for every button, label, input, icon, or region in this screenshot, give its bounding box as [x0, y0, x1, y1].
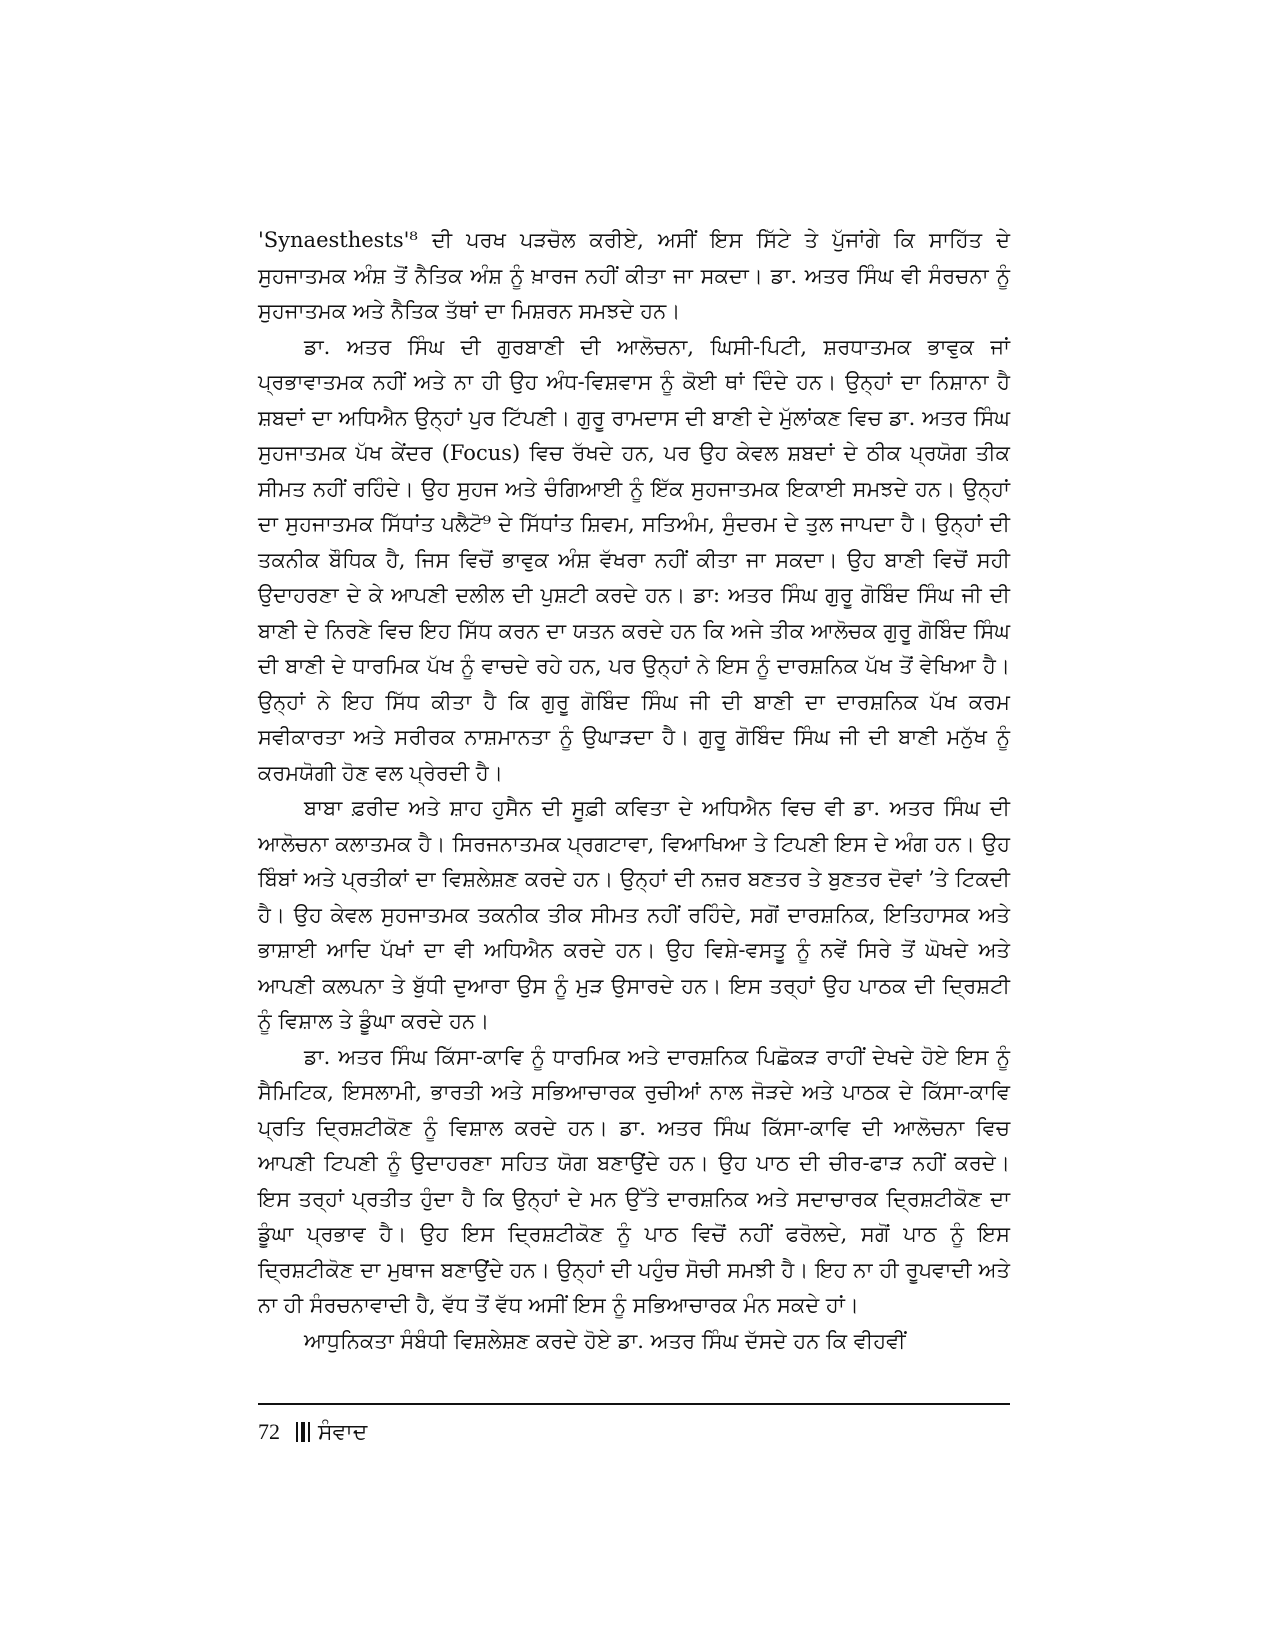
paragraph-1: 'Synaesthests'⁸ ਦੀ ਪਰਖ ਪੜਚੋਲ ਕਰੀਏ, ਅਸੀਂ ਇਸ ਸਿੱਟੇ ਤੇ ਪੁੱਜਾਂਗੇ ਕਿ ਸਾਹਿੱਤ ਦੇ ਸੁਹਜਾਤਮਕ ਅੰਸ਼ ਤੋਂ ਨੈਤਿਕ ਅੰਸ਼ ਨੂੰ ਖ਼ਾਰਜ ਨਹੀਂ ਕੀਤਾ ਜਾ ਸਕਦਾ। ਡਾ. ਅਤਰ ਸਿੰਘ ਵੀ ਸੰਰਚਨਾ ਨੂੰ ਸੁਹਜਾਤਮਕ ਅਤੇ ਨੈਤਿਕ ਤੱਥਾਂ ਦਾ ਮਿਸ਼ਰਨ ਸਮਝਦੇ ਹਨ।	[258, 228, 1010, 323]
paragraph-5: ਆਧੁਨਿਕਤਾ ਸੰਬੰਧੀ ਵਿਸ਼ਲੇਸ਼ਣ ਕਰਦੇ ਹੋਏ ਡਾ. ਅਤਰ ਸਿੰਘ ਦੱਸਦੇ ਹਨ ਕਿ ਵੀਹਵੀਂ	[304, 1328, 906, 1353]
paragraph-2: ਡਾ. ਅਤਰ ਸਿੰਘ ਦੀ ਗੁਰਬਾਣੀ ਦੀ ਆਲੋਚਨਾ, ਘਿਸੀ-ਪਿਟੀ, ਸ਼ਰਧਾਤਮਕ ਭਾਵੁਕ ਜਾਂ ਪ੍ਰਭਾਵਾਤਮਕ ਨਹੀਂ ਅਤੇ ਨਾ ਹੀ ਉਹ ਅੰਧ-ਵਿਸ਼ਵਾਸ ਨੂੰ ਕੋਈ ਥਾਂ ਦਿੰਦੇ ਹਨ। ਉਨ੍ਹਾਂ ਦਾ ਨਿਸ਼ਾਨਾ ਹੈ ਸ਼ਬਦਾਂ ਦਾ ਅਧਿਐਨ ਉਨ੍ਹਾਂ ਪੁਰ ਟਿੱਪਣੀ। ਗੁਰੂ ਰਾਮਦਾਸ ਦੀ ਬਾਣੀ ਦੇ ਮੁੱਲਾਂਕਣ ਵਿਚ ਡਾ. ਅਤਰ ਸਿੰਘ ਸੁਹਜਾਤਮਕ ਪੱਖ ਕੇਂਦਰ (Focus) ਵਿਚ ਰੱਖਦੇ ਹਨ, ਪਰ ਉਹ ਕੇਵਲ ਸ਼ਬਦਾਂ ਦੇ ਠੀਕ ਪ੍ਰਯੋਗ ਤੀਕ ਸੀਮਤ ਨਹੀਂ ਰਹਿੰਦੇ। ਉਹ ਸੁਹਜ ਅਤੇ ਚੰਗਿਆਈ ਨੂੰ ਇੱਕ ਸੁਹਜਾਤਮਕ ਇਕਾਈ ਸਮਝਦੇ ਹਨ। ਉਨ੍ਹਾਂ ਦਾ ਸੁਹਜਾਤਮਕ ਸਿੱਧਾਂਤ ਪਲੈਟੋ⁹ ਦੇ ਸਿੱਧਾਂਤ ਸ਼ਿਵਮ, ਸਤਿਅੰਮ, ਸੁੰਦਰਮ ਦੇ ਤੁਲ ਜਾਪਦਾ ਹੈ। ਉਨ੍ਹਾਂ ਦੀ ਤਕਨੀਕ ਬੌਧਿਕ ਹੈ, ਜਿਸ ਵਿਚੋਂ ਭਾਵੁਕ ਅੰਸ਼ ਵੱਖਰਾ ਨਹੀਂ ਕੀਤਾ ਜਾ ਸਕਦਾ। ਉਹ ਬਾਣੀ ਵਿਚੋਂ ਸਹੀ ਉਦਾਹਰਣਾ ਦੇ ਕੇ ਆਪਣੀ ਦਲੀਲ ਦੀ ਪੁਸ਼ਟੀ ਕਰਦੇ ਹਨ। ਡਾ: ਅਤਰ ਸਿੰਘ ਗੁਰੂ ਗੋਬਿੰਦ ਸਿੰਘ ਜੀ ਦੀ ਬਾਣੀ ਦੇ ਨਿਰਣੇ ਵਿਚ ਇਹ ਸਿੱਧ ਕਰਨ ਦਾ ਯਤਨ ਕਰਦੇ ਹਨ ਕਿ ਅਜੇ ਤੀਕ ਆਲੋਚਕ ਗੁਰੂ ਗੋਬਿੰਦ ਸਿੰਘ ਦੀ ਬਾਣੀ ਦੇ ਧਾਰਮਿਕ ਪੱਖ ਨੂੰ ਵਾਚਦੇ ਰਹੇ ਹਨ, ਪਰ ਉਨ੍ਹਾਂ ਨੇ ਇਸ ਨੂੰ ਦਾਰਸ਼ਨਿਕ ਪੱਖ ਤੋਂ ਵੇਖਿਆ ਹੈ। ਉਨ੍ਹਾਂ ਨੇ ਇਹ ਸਿੱਧ ਕੀਤਾ ਹੈ ਕਿ ਗੁਰੂ ਗੋਬਿੰਦ ਸਿੰਘ ਜੀ ਦੀ ਬਾਣੀ ਦਾ ਦਾਰਸ਼ਨਿਕ ਪੱਖ ਕਰਮ ਸਵੀਕਾਰਤਾ ਅਤੇ ਸਰੀਰਕ ਨਾਸ਼ਮਾਨਤਾ ਨੂੰ ਉਘਾੜਦਾ ਹੈ। ਗੁਰੂ ਗੋਬਿੰਦ ਸਿੰਘ ਜੀ ਦੀ ਬਾਣੀ ਮਨੁੱਖ ਨੂੰ ਕਰਮਯੋਗੀ ਹੋਣ ਵਲ ਪ੍ਰੇਰਦੀ ਹੈ।	[258, 334, 1010, 785]
page-number: 72	[258, 1419, 280, 1444]
triple-bar-icon	[296, 1421, 310, 1443]
paragraph-3: ਬਾਬਾ ਫ਼ਰੀਦ ਅਤੇ ਸ਼ਾਹ ਹੁਸੈਨ ਦੀ ਸੂਫ਼ੀ ਕਵਿਤਾ ਦੇ ਅਧਿਐਨ ਵਿਚ ਵੀ ਡਾ. ਅਤਰ ਸਿੰਘ ਦੀ ਆਲੋਚਨਾ ਕਲਾਤਮਕ ਹੈ। ਸਿਰਜਨਾਤਮਕ ਪ੍ਰਗਟਾਵਾ, ਵਿਆਖਿਆ ਤੇ ਟਿਪਣੀ ਇਸ ਦੇ ਅੰਗ ਹਨ। ਉਹ ਬਿੰਬਾਂ ਅਤੇ ਪ੍ਰਤੀਕਾਂ ਦਾ ਵਿਸ਼ਲੇਸ਼ਣ ਕਰਦੇ ਹਨ। ਉਨ੍ਹਾਂ ਦੀ ਨਜ਼ਰ ਬਣਤਰ ਤੇ ਬੁਣਤਰ ਦੋਵਾਂ ’ਤੇ ਟਿਕਦੀ ਹੈ। ਉਹ ਕੇਵਲ ਸੁਹਜਾਤਮਕ ਤਕਨੀਕ ਤੀਕ ਸੀਮਤ ਨਹੀਂ ਰਹਿੰਦੇ, ਸਗੋਂ ਦਾਰਸ਼ਨਿਕ, ਇਤਿਹਾਸਕ ਅਤੇ ਭਾਸ਼ਾਈ ਆਦਿ ਪੱਖਾਂ ਦਾ ਵੀ ਅਧਿਐਨ ਕਰਦੇ ਹਨ। ਉਹ ਵਿਸ਼ੇ-ਵਸਤੂ ਨੂੰ ਨਵੇਂ ਸਿਰੇ ਤੋਂ ਘੋਖਦੇ ਅਤੇ ਆਪਣੀ ਕਲਪਨਾ ਤੇ ਬੁੱਧੀ ਦੁਆਰਾ ਉਸ ਨੂੰ ਮੁੜ ਉਸਾਰਦੇ ਹਨ। ਇਸ ਤਰ੍ਹਾਂ ਉਹ ਪਾਠਕ ਦੀ ਦ੍ਰਿਸ਼ਟੀ ਨੂੰ ਵਿਸ਼ਾਲ ਤੇ ਡੂੰਘਾ ਕਰਦੇ ਹਨ।	[258, 796, 1010, 1033]
body-text	[258, 223, 1010, 1359]
footer-divider	[258, 1403, 1010, 1405]
page-footer	[258, 1412, 367, 1452]
journal-name: ਸੰਵਾਦ	[318, 1419, 368, 1445]
paragraph-4: ਡਾ. ਅਤਰ ਸਿੰਘ ਕਿੱਸਾ-ਕਾਵਿ ਨੂੰ ਧਾਰਮਿਕ ਅਤੇ ਦਾਰਸ਼ਨਿਕ ਪਿਛੋਕੜ ਰਾਹੀਂ ਦੇਖਦੇ ਹੋਏ ਇਸ ਨੂੰ ਸੈਮਿਟਿਕ, ਇਸਲਾਮੀ, ਭਾਰਤੀ ਅਤੇ ਸਭਿਆਚਾਰਕ ਰੁਚੀਆਂ ਨਾਲ ਜੋੜਦੇ ਅਤੇ ਪਾਠਕ ਦੇ ਕਿੱਸਾ-ਕਾਵਿ ਪ੍ਰਤਿ ਦ੍ਰਿਸ਼ਟੀਕੋਣ ਨੂੰ ਵਿਸ਼ਾਲ ਕਰਦੇ ਹਨ। ਡਾ. ਅਤਰ ਸਿੰਘ ਕਿੱਸਾ-ਕਾਵਿ ਦੀ ਆਲੋਚਨਾ ਵਿਚ ਆਪਣੀ ਟਿਪਣੀ ਨੂੰ ਉਦਾਹਰਣਾ ਸਹਿਤ ਯੋਗ ਬਣਾਉਂਦੇ ਹਨ। ਉਹ ਪਾਠ ਦੀ ਚੀਰ-ਫਾੜ ਨਹੀਂ ਕਰਦੇ। ਇਸ ਤਰ੍ਹਾਂ ਪ੍ਰਤੀਤ ਹੁੰਦਾ ਹੈ ਕਿ ਉਨ੍ਹਾਂ ਦੇ ਮਨ ਉੱਤੇ ਦਾਰਸ਼ਨਿਕ ਅਤੇ ਸਦਾਚਾਰਕ ਦ੍ਰਿਸ਼ਟੀਕੋਣ ਦਾ ਡੂੰਘਾ ਪ੍ਰਭਾਵ ਹੈ। ਉਹ ਇਸ ਦ੍ਰਿਸ਼ਟੀਕੋਣ ਨੂੰ ਪਾਠ ਵਿਚੋਂ ਨਹੀਂ ਫਰੋਲਦੇ, ਸਗੋਂ ਪਾਠ ਨੂੰ ਇਸ ਦ੍ਰਿਸ਼ਟੀਕੋਣ ਦਾ ਮੁਥਾਜ ਬਣਾਉਂਦੇ ਹਨ। ਉਨ੍ਹਾਂ ਦੀ ਪਹੁੰਚ ਸੋਚੀ ਸਮਝੀ ਹੈ। ਇਹ ਨਾ ਹੀ ਰੂਪਵਾਦੀ ਅਤੇ ਨਾ ਹੀ ਸੰਰਚਨਾਵਾਦੀ ਹੈ, ਵੱਧ ਤੋਂ ਵੱਧ ਅਸੀਂ ਇਸ ਨੂੰ ਸਭਿਆਚਾਰਕ ਮੰਨ ਸਕਦੇ ਹਾਂ।	[258, 1044, 1010, 1317]
